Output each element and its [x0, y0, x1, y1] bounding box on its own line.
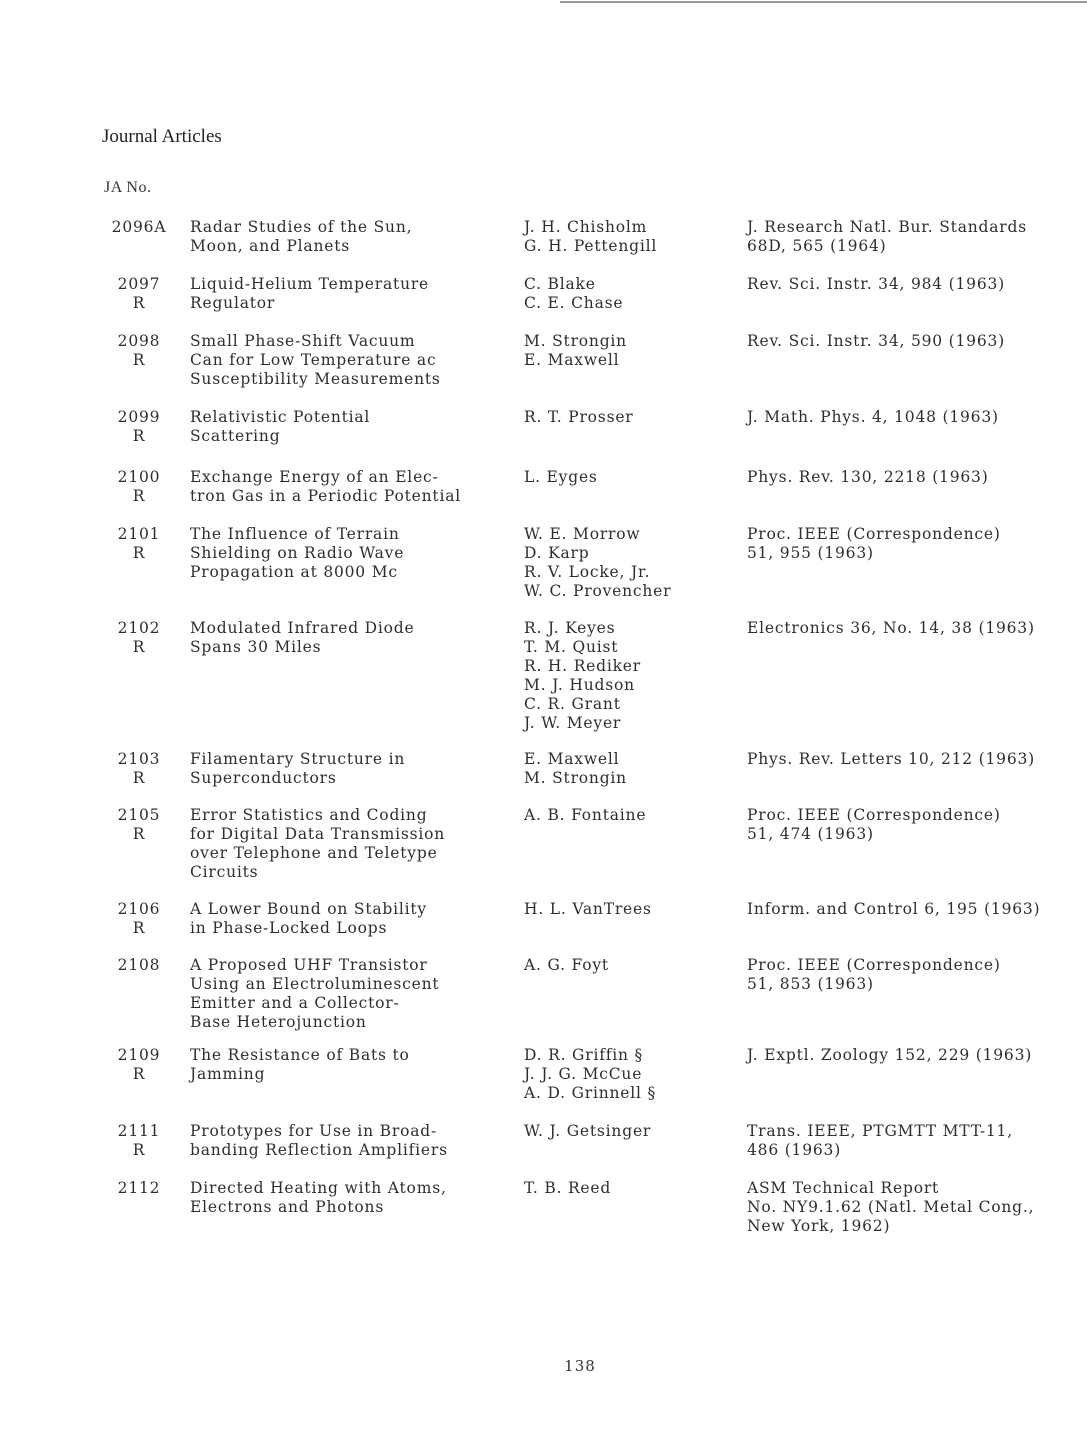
- page-number: 138: [564, 1357, 596, 1375]
- article-authors: C. Blake C. E. Chase: [524, 275, 624, 312]
- article-title: The Influence of Terrain Shielding on Radio Wave Propagation at 8000 Mc: [190, 525, 405, 581]
- article-title: The Resistance of Bats to Jamming: [190, 1046, 410, 1083]
- article-title: Exchange Energy of an Elec- tron Gas in a Periodic Potential: [190, 468, 462, 505]
- article-authors: M. Strongin E. Maxwell: [524, 332, 627, 369]
- journal-reference: J. Research Natl. Bur. Standards 68D, 565 (1964): [747, 218, 1027, 255]
- article-authors: L. Eyges: [524, 468, 598, 486]
- section-title: Journal Articles: [102, 126, 222, 147]
- ja-number: 2112: [117, 1179, 161, 1197]
- article-authors: W. E. Morrow D. Karp R. V. Locke, Jr. W. C. Provencher: [524, 525, 672, 600]
- article-title: Small Phase-Shift Vacuum Can for Low Temperature ac Susceptibility Measurements: [190, 332, 441, 388]
- journal-reference: Rev. Sci. Instr. 34, 590 (1963): [747, 332, 1006, 350]
- ja-number: 2106 R: [117, 900, 161, 937]
- article-authors: E. Maxwell M. Strongin: [524, 750, 627, 787]
- article-authors: A. B. Fontaine: [524, 806, 647, 824]
- article-authors: D. R. Griffin § J. J. G. McCue A. D. Grinnell §: [524, 1046, 657, 1102]
- ja-number: 2100 R: [117, 468, 161, 505]
- article-title: Error Statistics and Coding for Digital Data Transmission over Telephone and Teletype Circuits: [190, 806, 446, 881]
- article-title: Directed Heating with Atoms, Electrons and Photons: [190, 1179, 447, 1216]
- article-title: A Proposed UHF Transistor Using an Electroluminescent Emitter and a Collector- Base Heterojunction: [190, 956, 440, 1031]
- journal-reference: Phys. Rev. Letters 10, 212 (1963): [747, 750, 1036, 768]
- ja-number: 2099 R: [117, 408, 161, 445]
- ja-number: 2101 R: [117, 525, 161, 562]
- ja-number: 2108: [117, 956, 161, 974]
- article-title: Liquid-Helium Temperature Regulator: [190, 275, 430, 312]
- ja-number: 2102 R: [117, 619, 161, 656]
- ja-number: 2111 R: [117, 1122, 161, 1159]
- ja-number: 2109 R: [117, 1046, 161, 1083]
- article-title: Relativistic Potential Scattering: [190, 408, 371, 445]
- article-title: Modulated Infrared Diode Spans 30 Miles: [190, 619, 415, 656]
- journal-reference: Proc. IEEE (Correspondence) 51, 955 (1963): [747, 525, 1001, 562]
- journal-reference: J. Exptl. Zoology 152, 229 (1963): [747, 1046, 1033, 1064]
- journal-reference: Phys. Rev. 130, 2218 (1963): [747, 468, 989, 486]
- article-authors: T. B. Reed: [524, 1179, 612, 1197]
- ja-number: 2105 R: [117, 806, 161, 843]
- journal-reference: Proc. IEEE (Correspondence) 51, 853 (1963): [747, 956, 1001, 993]
- article-authors: R. J. Keyes T. M. Quist R. H. Rediker M. J. Hudson C. R. Grant J. W. Meyer: [524, 619, 641, 732]
- journal-reference: J. Math. Phys. 4, 1048 (1963): [747, 408, 999, 426]
- article-authors: H. L. VanTrees: [524, 900, 652, 918]
- journal-reference: Inform. and Control 6, 195 (1963): [747, 900, 1041, 918]
- ja-number: 2096A: [111, 218, 167, 236]
- ja-number-column-label: JA No.: [104, 179, 152, 196]
- article-title: Prototypes for Use in Broad- banding Reflection Amplifiers: [190, 1122, 448, 1159]
- journal-reference: Electronics 36, No. 14, 38 (1963): [747, 619, 1035, 637]
- article-authors: J. H. Chisholm G. H. Pettengill: [524, 218, 658, 255]
- article-authors: R. T. Prosser: [524, 408, 634, 426]
- journal-reference: ASM Technical Report No. NY9.1.62 (Natl. Metal Cong., New York, 1962): [747, 1179, 1035, 1235]
- ja-number: 2103 R: [117, 750, 161, 787]
- journal-reference: Trans. IEEE, PTGMTT MTT-11, 486 (1963): [747, 1122, 1013, 1159]
- ja-number: 2097 R: [117, 275, 161, 312]
- journal-reference: Rev. Sci. Instr. 34, 984 (1963): [747, 275, 1006, 293]
- article-authors: W. J. Getsinger: [524, 1122, 652, 1140]
- ja-number: 2098 R: [117, 332, 161, 369]
- article-title: Radar Studies of the Sun, Moon, and Planets: [190, 218, 413, 255]
- article-title: A Lower Bound on Stability in Phase-Locked Loops: [190, 900, 427, 937]
- journal-reference: Proc. IEEE (Correspondence) 51, 474 (1963): [747, 806, 1001, 843]
- article-title: Filamentary Structure in Superconductors: [190, 750, 406, 787]
- article-authors: A. G. Foyt: [524, 956, 609, 974]
